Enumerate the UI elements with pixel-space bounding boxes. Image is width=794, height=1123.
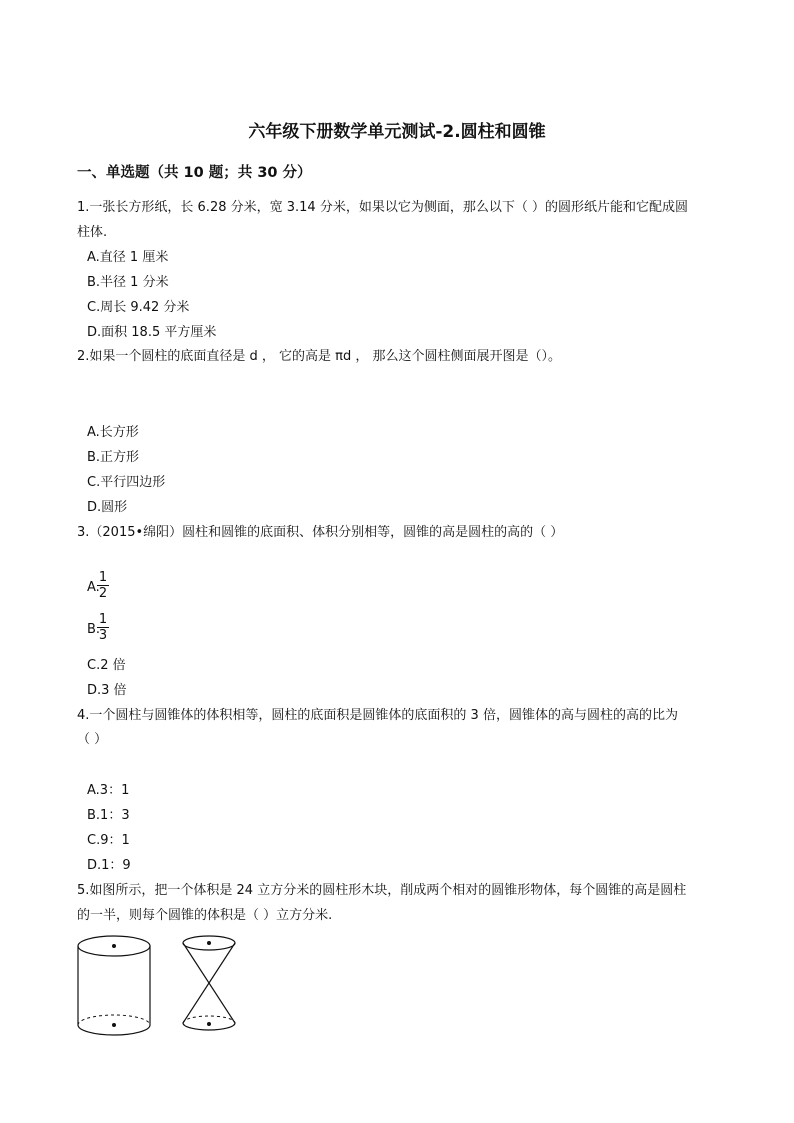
question-4-option-d: D.1：9	[87, 858, 131, 873]
question-1-line-2: 柱体.	[77, 225, 108, 240]
fraction-numerator: 1	[98, 612, 108, 627]
fraction-denominator: 3	[98, 628, 108, 643]
fraction-denominator: 2	[98, 586, 108, 601]
question-3-option-b-label: B.	[87, 622, 101, 637]
question-5-line-1: 5.如图所示，把一个体积是 24 立方分米的圆柱形木块，削成两个相对的圆锥形物体，每个圆锥的高是圆柱	[77, 883, 687, 898]
question-2-text: 2.如果一个圆柱的底面直径是 d ， 它的高是 πd ， 那么这个圆柱侧面展开图是（）。	[77, 349, 562, 364]
question-4-line-1: 4.一个圆柱与圆锥体的体积相等，圆柱的底面积是圆锥体的底面积的 3 倍，圆锥体的高与圆柱的高的比为	[77, 708, 678, 723]
question-1-option-a: A.直径 1 厘米	[87, 250, 169, 265]
question-2-option-d: D.圆形	[87, 500, 128, 515]
page-title: 六年级下册数学单元测试-2.圆柱和圆锥	[248, 122, 546, 142]
question-2-option-a: A.长方形	[87, 425, 139, 440]
question-1-option-c: C.周长 9.42 分米	[87, 300, 190, 315]
question-4-option-a: A.3：1	[87, 783, 130, 798]
question-3-option-c: C.2 倍	[87, 658, 126, 673]
fraction-numerator: 1	[98, 570, 108, 585]
question-3-option-b-fraction	[97, 613, 109, 642]
double-cone-figure	[180, 935, 240, 1035]
question-1-option-b: B.半径 1 分米	[87, 275, 169, 290]
question-3-text: 3.（2015•绵阳）圆柱和圆锥的底面积、体积分别相等，圆锥的高是圆柱的高的（ ）	[77, 525, 564, 540]
question-4-line-2: （ ）	[77, 732, 108, 747]
question-5-line-2: 的一半，则每个圆锥的体积是（ ）立方分米.	[77, 908, 333, 923]
question-3-option-a-label: A.	[87, 580, 100, 595]
question-2-option-c: C.平行四边形	[87, 475, 166, 490]
question-3-option-d: D.3 倍	[87, 683, 127, 698]
question-3-option-a-fraction	[97, 571, 109, 600]
question-1-option-d: D.面积 18.5 平方厘米	[87, 325, 217, 340]
section-heading: 一、单选题（共 10 题；共 30 分）	[77, 165, 312, 181]
question-2-option-b: B.正方形	[87, 450, 140, 465]
question-4-option-c: C.9：1	[87, 833, 130, 848]
cylinder-figure	[76, 933, 156, 1039]
question-4-option-b: B.1：3	[87, 808, 130, 823]
question-1-line-1: 1.一张长方形纸，长 6.28 分米，宽 3.14 分米，如果以它为侧面，那么以下（ ）的圆形纸片能和它配成圆	[77, 200, 688, 215]
